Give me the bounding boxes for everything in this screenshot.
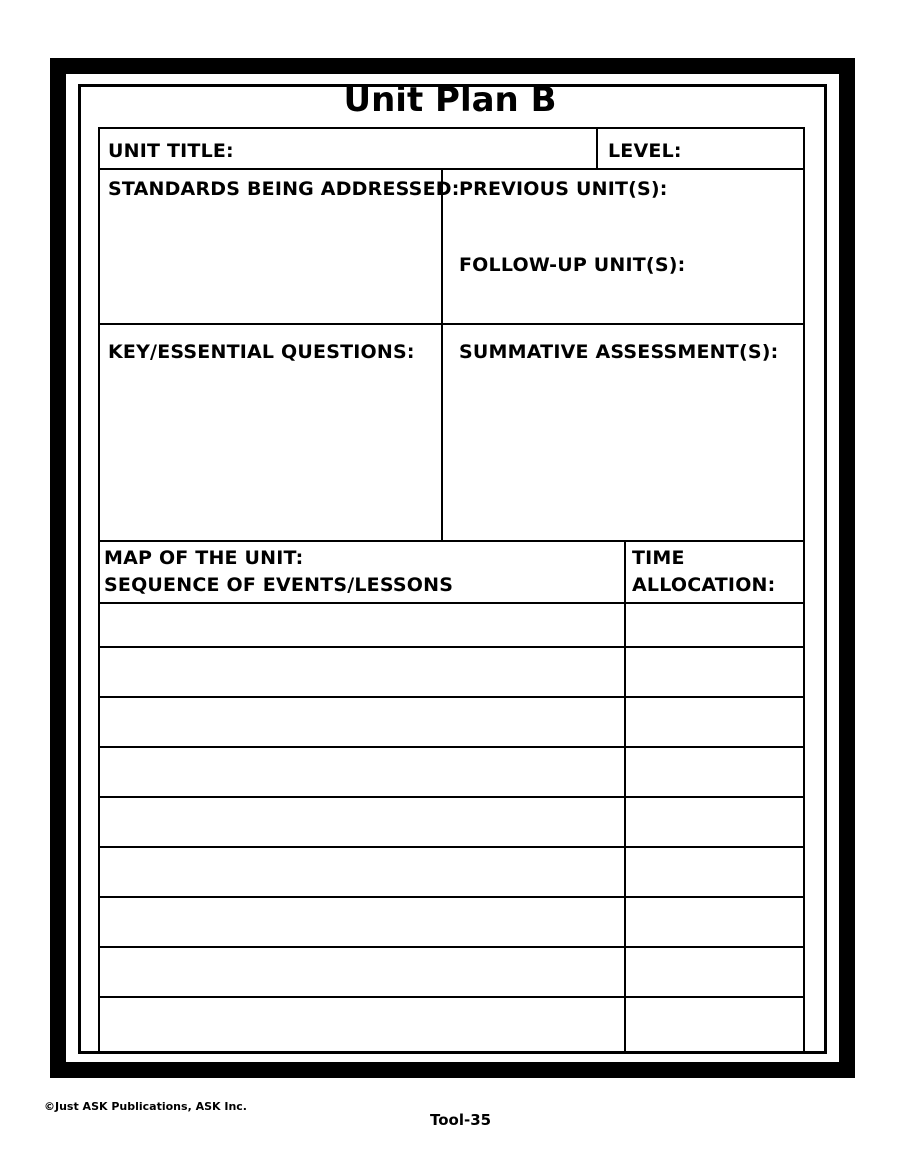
previous-units-label: PREVIOUS UNIT(S): — [459, 178, 668, 200]
standards-label: STANDARDS BEING ADDRESSED: — [108, 178, 460, 200]
tool-number: Tool-35 — [430, 1111, 492, 1129]
time-header-line2: ALLOCATION: — [632, 574, 776, 596]
follow-up-units-label: FOLLOW-UP UNIT(S): — [459, 254, 686, 276]
map-header-line2: SEQUENCE OF EVENTS/LESSONS — [104, 574, 454, 596]
time-header-line1: TIME — [632, 547, 685, 569]
copyright-text: ©Just ASK Publications, ASK Inc. — [44, 1100, 247, 1113]
time-cell[interactable] — [626, 604, 803, 646]
unit-title-label: UNIT TITLE: — [108, 140, 234, 162]
key-questions-label: KEY/ESSENTIAL QUESTIONS: — [108, 341, 415, 363]
page-title: Unit Plan B — [343, 80, 557, 120]
map-header-line1: MAP OF THE UNIT: — [104, 547, 304, 569]
level-label: LEVEL: — [608, 140, 682, 162]
summative-assessment-label: SUMMATIVE ASSESSMENT(S): — [459, 341, 779, 363]
lesson-row[interactable] — [100, 604, 624, 646]
